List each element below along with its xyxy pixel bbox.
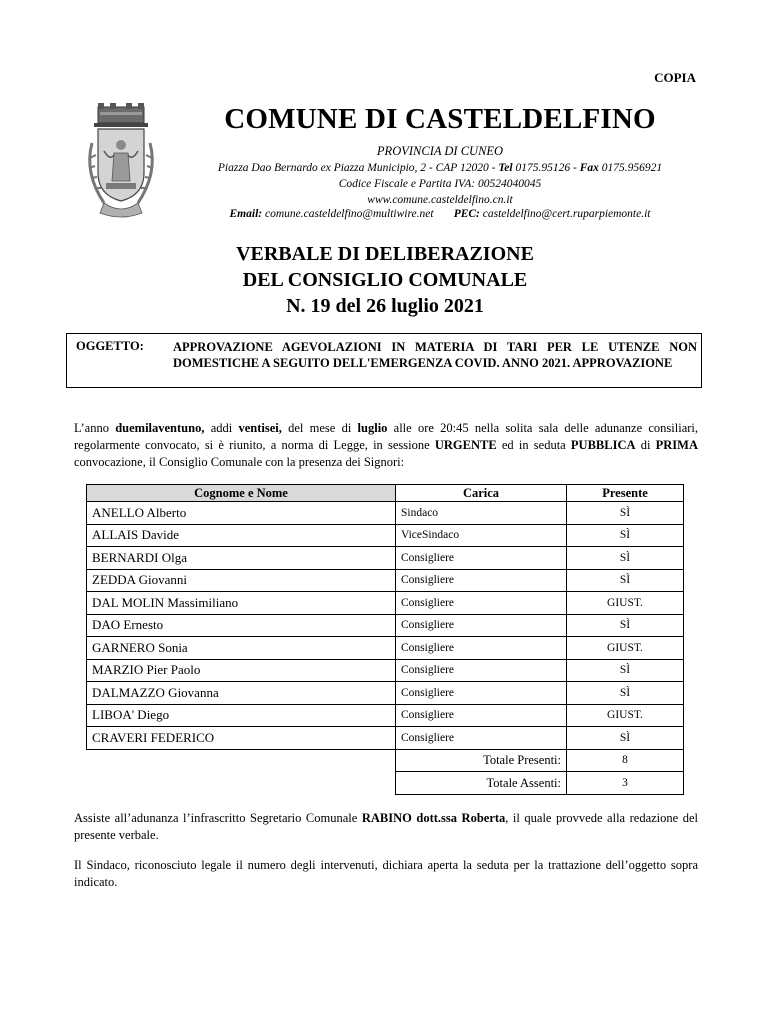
intro-paragraph [74,420,698,471]
province-line: PROVINCIA DI CUNEO [376,144,504,158]
member-name: GARNERO Sonia [87,637,396,660]
member-presence: SÌ [567,659,684,682]
secretary-name: RABINO dott.ssa Roberta [361,811,506,825]
intro-session-type: URGENTE [434,438,497,452]
member-role: Consigliere [396,547,567,570]
subject-box [66,333,702,388]
contact-line [180,208,700,220]
fax-label: Fax [579,162,599,174]
table-row [87,659,684,682]
municipal-crest-icon [80,103,162,221]
member-name: DAL MOLIN Massimiliano [87,592,396,615]
member-name: BERNARDI Olga [87,547,396,570]
intro-month: luglio [357,421,388,435]
secretary-text: , il quale provvede alla redazione del presente verbale. [74,811,699,842]
member-role: Sindaco [396,502,567,525]
member-presence: SÌ [567,502,684,525]
subject-text: APPROVAZIONE AGEVOLAZIONI IN MATERIA DI TARI PER LE UTENZE NON DOMESTICHE A SEGUITO DELL'EMERGENZA COVID. ANNO 2021. APPROVAZIONE [173,340,697,370]
column-header-name: Cognome e Nome [87,485,396,502]
pec-label: PEC: [453,208,480,220]
member-role: ViceSindaco [396,524,567,547]
blank-cell [87,772,396,795]
member-name: ALLAIS Davide [87,524,396,547]
address-line [180,160,700,176]
member-name: DALMAZZO Giovanna [87,682,396,705]
secretary-text: Assiste all’adunanza l’infrascritto Segretario Comunale [74,811,362,825]
table-row [87,682,684,705]
member-presence: GIUST. [567,637,684,660]
intro-convocation: PRIMA [655,438,698,452]
intro-year: duemilaventuno, [115,421,205,435]
table-header-row [87,485,684,502]
table-row [87,502,684,525]
municipality-title: COMUNE DI CASTELDELFINO [224,103,656,135]
email-label: Email: [229,208,263,220]
column-header-present: Presente [567,485,684,502]
website-line: www.comune.casteldelfino.cn.it [367,194,513,206]
member-name: ANELLO Alberto [87,502,396,525]
intro-text: di [635,438,656,452]
address-block [180,160,700,208]
intro-text: alle ore 20:45 nella solita sala delle adunanze consiliari, regolarmente convocato, si è riunito, a norma di Legge, in sessione [74,421,698,452]
table-row [87,637,684,660]
intro-text: L’anno [74,421,116,435]
pec-value: casteldelfino@cert.ruparpiemonte.it [479,208,651,220]
document-heading [70,241,700,319]
member-role: Consigliere [396,569,567,592]
intro-day: ventisei, [238,421,282,435]
fax-value: 0175.956921 [598,162,663,174]
member-role: Consigliere [396,704,567,727]
blank-cell [87,749,396,772]
table-row [87,569,684,592]
member-presence: SÌ [567,547,684,570]
member-presence: SÌ [567,569,684,592]
member-presence: GIUST. [567,592,684,615]
total-present-value: 8 [567,749,684,772]
fiscal-code-line: Codice Fiscale e Partita IVA: 00524040045 [338,178,542,190]
table-row [87,592,684,615]
table-row [87,704,684,727]
intro-text: del mese di [281,421,358,435]
intro-text: ed in seduta [496,438,571,452]
intro-text: convocazione, il Consiglio Comunale con la presenza dei Signori: [74,455,405,469]
intro-session-access: PUBBLICA [570,438,636,452]
member-name: LIBOA' Diego [87,704,396,727]
member-presence: SÌ [567,524,684,547]
member-role: Consigliere [396,659,567,682]
attendance-table [86,484,684,795]
total-present-label: Totale Presenti: [396,749,567,772]
tel-label: Tel [498,162,513,174]
intro-text: addi [204,421,239,435]
member-presence: SÌ [567,614,684,637]
member-name: ZEDDA Giovanni [87,569,396,592]
member-presence: SÌ [567,727,684,750]
member-role: Consigliere [396,637,567,660]
member-name: CRAVERI FEDERICO [87,727,396,750]
member-role: Consigliere [396,614,567,637]
copy-label: COPIA [654,70,696,85]
email-value: comune.casteldelfino@multiwire.net [262,208,434,220]
member-presence: GIUST. [567,704,684,727]
total-absent-label: Totale Assenti: [396,772,567,795]
subject-label: OGGETTO: [76,339,144,353]
heading-line-1: VERBALE DI DELIBERAZIONE [236,243,534,265]
table-row [87,524,684,547]
member-presence: SÌ [567,682,684,705]
member-name: MARZIO Pier Paolo [87,659,396,682]
address-text: Piazza Dao Bernardo ex Piazza Municipio, 2 - CAP 12020 - [217,162,499,174]
table-row [87,547,684,570]
total-absent-value: 3 [567,772,684,795]
closing-paragraph: Il Sindaco, riconosciuto legale il numero degli intervenuti, dichiara aperta la seduta per la trattazione dell’oggetto sopra indicato. [74,858,698,889]
member-role: Consigliere [396,682,567,705]
member-role: Consigliere [396,592,567,615]
heading-line-2: DEL CONSIGLIO COMUNALE [242,269,528,291]
table-row [87,727,684,750]
member-name: DAO Ernesto [87,614,396,637]
member-role: Consigliere [396,727,567,750]
total-absent-row [87,772,684,795]
table-row [87,614,684,637]
tel-value: 0175.95126 - [512,162,580,174]
heading-line-3: N. 19 del 26 luglio 2021 [286,295,484,317]
secretary-paragraph [74,810,698,844]
total-present-row [87,749,684,772]
column-header-role: Carica [396,485,567,502]
